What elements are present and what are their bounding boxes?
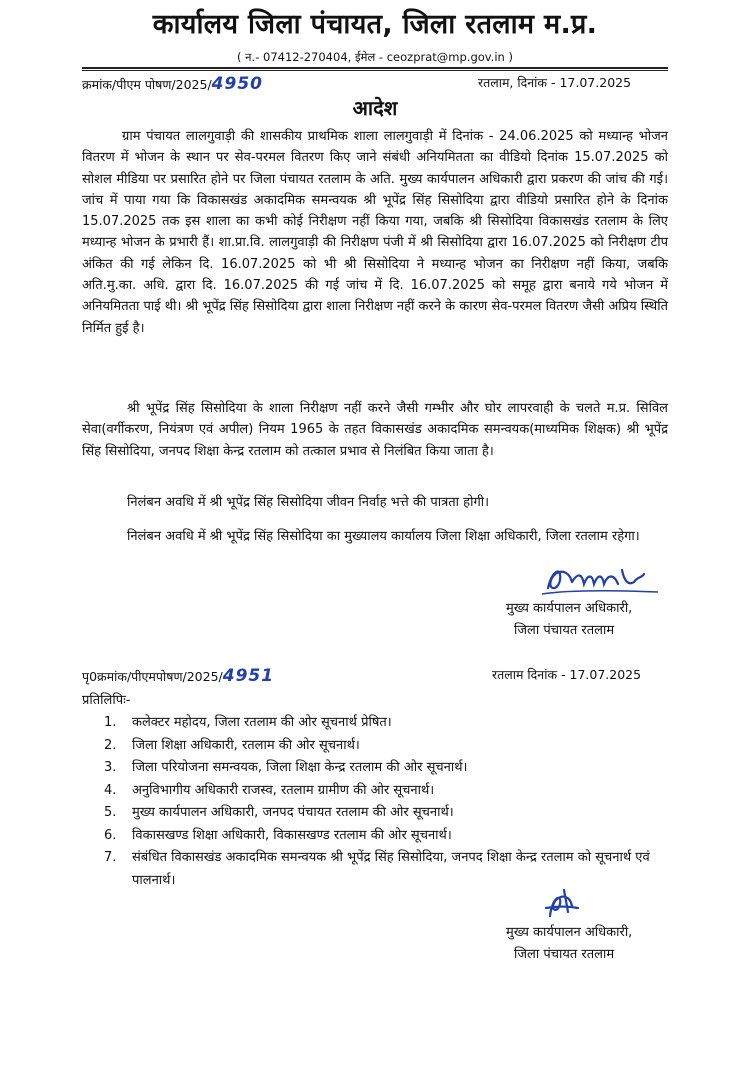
list-item	[82, 847, 672, 892]
paragraph-text: निलंबन अवधि में श्री भूपेंद्र सिंह सिसोदिया जीवन निर्वाह भत्ते की पात्रता होगी।	[127, 495, 490, 510]
order-date: रतलाम, दिनांक - 17.07.2025	[478, 75, 632, 90]
list-item-number: 5.	[104, 805, 117, 820]
list-item	[82, 712, 672, 735]
copies-heading: प्रतिलिपिः-	[82, 693, 131, 708]
paragraph-text: ग्राम पंचायत लालगुवाड़ी की शासकीय प्राथमिक शाला लालगुवाड़ी में दिनांक - 24.06.2025 को मध्यान्ह भोजन वितरण में भोजन के स्थान पर सेव-परमल वितरण किए जाने संबंधी अनियमितता का वीडियो दिनांक 15.07.2025 को सोशल मीडिया पर प्रसारित होने पर जिला पंचायत रतलाम के अति. मुख्य कार्यपालन अधिकारी द्वारा प्रकरण की जांच की गई। जांच में पाया गया कि विकासखंड अकादमिक समन्वयक श्री भूपेंद्र सिंह सिसोदिया द्वारा वीडियो प्रसारित होने के दिनांक 15.07.2025 तक इस शाला का कभी कोई निरीक्षण नहीं किया गया, जबकि श्री सिसोदिया विकासखंड रतलाम के लिए मध्यान्ह भोजन के प्रभारी हैं। शा.प्रा.वि. लालगुवाड़ी की निरीक्षण पंजी में श्री सिसोदिया द्वारा 16.07.2025 को निरीक्षण टीप अंकित की गई लेकिन दि. 16.07.2025 को भी श्री सिसोदिया ने मध्यान्ह भोजन का निरीक्षण नहीं किया, जबकि अति.मु.का. अधि. द्वारा दि. 16.07.2025 की गई जांच में दि. 16.07.2025 को समूह द्वारा बनाये गये भोजन में अनियमितता पाई थी। श्री भूपेंद्र सिंह सिसोदिया द्वारा शाला निरीक्षण नहीं करने के कारण सेव-परमल वितरण जैसी अप्रिय स्थिति निर्मित हुई है।	[82, 129, 668, 336]
paragraph-text: निलंबन अवधि में श्री भूपेंद्र सिंह सिसोदिया का मुख्यालय कार्यालय जिला शिक्षा अधिकारी, जिला रतलाम रहेगा।	[127, 529, 640, 544]
list-item	[82, 825, 672, 848]
header-divider-thin	[82, 70, 668, 71]
order-reference	[82, 74, 263, 94]
list-item-number: 6.	[104, 827, 117, 843]
order-ref-prefix: क्रमांक/पीएम पोषण/2025/	[82, 77, 212, 92]
copy-ref-number: 4951	[222, 666, 275, 686]
order-ref-number: 4950	[211, 74, 263, 94]
list-item	[82, 735, 672, 758]
paragraph-suspension	[82, 398, 668, 462]
list-item-text: अनुविभागीय अधिकारी राजस्व, रतलाम ग्रामीण की ओर सूचनार्थ।	[132, 782, 435, 798]
paragraph-headquarters	[82, 526, 668, 547]
copy-reference	[82, 666, 274, 686]
list-item	[82, 780, 672, 803]
list-item-number: 7.	[104, 850, 117, 865]
list-item-number: 3.	[104, 760, 117, 775]
list-item	[82, 802, 672, 825]
signatory-office: जिला पंचायत रतलाम	[514, 947, 615, 962]
office-contact: ( न.- 07412-270404, ईमेल - ceozprat@mp.gov.in )	[237, 50, 513, 64]
list-item	[82, 757, 672, 780]
paragraph-text: श्री भूपेंद्र सिंह सिसोदिया के शाला निरीक्षण नहीं करने जैसी गम्भीर और घोर लापरवाही के चलते म.प्र. सिविल सेवा(वर्गीकरण, नियंत्रण एवं अपील) नियम 1965 के तहत विकासखंड अकादमिक समन्वयक(माध्यमिक शिक्षक) श्री भूपेंद्र सिंह सिसोदिया, जनपद शिक्षा केन्द्र रतलाम को तत्काल प्रभाव से निलंबित किया जाता है।	[82, 401, 668, 459]
list-item-text: जिला शिक्षा अधिकारी, रतलाम की ओर सूचनार्थ।	[132, 737, 360, 753]
paragraph-allowance	[82, 492, 668, 513]
copies-list	[82, 712, 672, 892]
order-title: आदेश	[352, 96, 398, 120]
copy-ref-prefix: पृ0क्रमांक/पीएमपोषण/2025/	[82, 669, 223, 684]
signatory-designation: मुख्य कार्यपालन अधिकारी,	[506, 925, 633, 940]
list-item-text: मुख्य कार्यपालन अधिकारी, जनपद पंचायत रतलाम की ओर सूचनार्थ।	[132, 805, 454, 820]
copy-date: रतलाम दिनांक - 17.07.2025	[492, 667, 642, 682]
list-item-number: 4.	[104, 782, 117, 798]
office-title: कार्यालय जिला पंचायत, जिला रतलाम म.प्र.	[152, 9, 598, 40]
paragraph-findings	[82, 126, 668, 339]
list-item-text: संबंधित विकासखंड अकादमिक समन्वयक श्री भूपेंद्र सिंह सिसोदिया, जनपद शिक्षा केन्द्र रतलाम को सूचनार्थ एवं पालनार्थ।	[132, 850, 650, 888]
list-item-number: 2.	[104, 737, 117, 753]
list-item-text: विकासखण्ड शिक्षा अधिकारी, विकासखण्ड रतलाम की ओर सूचनार्थ।	[132, 827, 452, 843]
signature-block	[506, 598, 632, 642]
signature-image	[538, 560, 666, 600]
signature-block-copies	[506, 922, 632, 966]
list-item-text: कलेक्टर महोदय, जिला रतलाम की ओर सूचनार्थ प्रेषित।	[132, 715, 392, 730]
list-item-number: 1.	[104, 715, 117, 730]
list-item-text: जिला परियोजना समन्वयक, जिला शिक्षा केन्द्र रतलाम की ओर सूचनार्थ।	[132, 760, 468, 775]
header-divider	[82, 67, 668, 69]
signatory-office: जिला पंचायत रतलाम	[514, 623, 615, 638]
signatory-designation: मुख्य कार्यपालन अधिकारी,	[506, 601, 633, 616]
signature-initials-image	[542, 886, 582, 924]
